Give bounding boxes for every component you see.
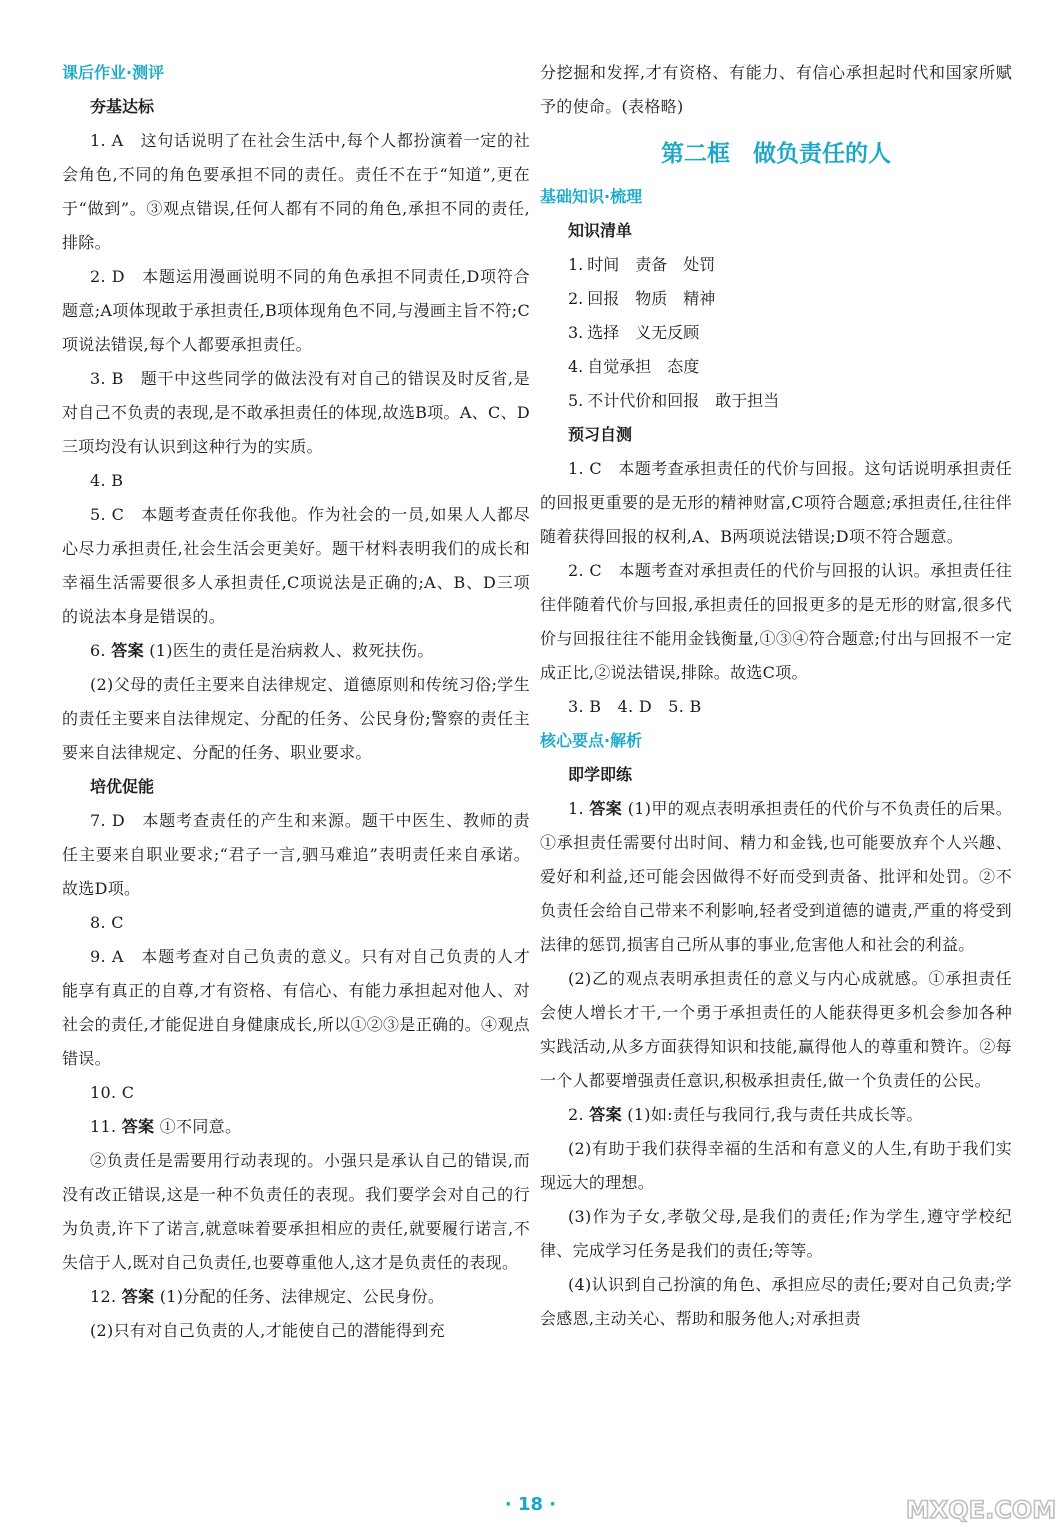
practice-answer-1: 1. 答案 (1)甲的观点表明承担责任的代价与不负责任的后果。①承担责任需要付出时间、精力和金钱,也可能要放弃个人兴趣、爱好和利益,还可能会因做得不好而受到责备、批评和处罚。②不负责任会给自己带来不利影响,轻者受到道德的谴责,严重的将受到法律的惩罚,损害自己所从事的事业,危害他人和社会的利益。 <box>540 799 1013 954</box>
preview-answer-1: 1. C 本题考查承担责任的代价与回报。这句话说明承担责任的回报更重要的是无形的精神财富,C项符合题意;承担责任,往往伴随着获得回报的权利,A、B两项说法错误;D项不符合题意。 <box>540 459 1012 546</box>
answer-7: 7. D 本题考查责任的产生和来源。题干中医生、教师的责任主要来自职业要求;“君子一言,驷马难追”表明责任来自承诺。故选D项。 <box>62 811 530 898</box>
answer-11-part2: ②负责任是需要用行动表现的。小强只是承认自己的错误,而没有改正错误,这是一种不负责任的表现。我们要学会对自己的行为负责,许下了诺言,就意味着要承担相应的责任,就要履行诺言,不失信于人,既对自己负责任,也要尊重他人,这才是负责任的表现。 <box>62 1151 530 1272</box>
subsection-advanced: 培优促能 <box>90 777 155 796</box>
practice-answer-2-part4: (4)认识到自己扮演的角色、承担应尽的责任;要对自己负责;学会感恩,主动关心、帮助和服务他人;对承担责 <box>540 1275 1012 1328</box>
section-title-core: 核心要点·解析 <box>540 731 643 750</box>
section-title-basics: 基础知识·梳理 <box>540 187 643 206</box>
answer-12: 12. 答案 (1)分配的任务、法律规定、公民身份。 <box>90 1287 445 1306</box>
answer-6-part2: (2)父母的责任主要来自法律规定、道德原则和传统习俗;学生的责任主要来自法律规定、分配的任务、公民身份;警察的责任主要来自法律规定、分配的任务、职业要求。 <box>62 675 530 762</box>
answer-6: 6. 答案 (1)医生的责任是治病救人、救死扶伤。 <box>90 641 434 660</box>
answer-5: 5. C 本题考查责任你我他。作为社会的一员,如果人人都尽心尽力承担责任,社会生活会更美好。题干材料表明我们的成长和幸福生活需要很多人承担责任,C项说法是正确的;A、B、D三项的说法本身是错误的。 <box>62 505 530 626</box>
subsection-preview-test: 预习自测 <box>568 425 633 444</box>
answer-10: 10. C <box>90 1083 135 1102</box>
knowledge-item-5: 5. 不计代价和回报 敢于担当 <box>568 391 780 410</box>
answer-8: 8. C <box>90 913 124 932</box>
svg-text:MXQE.COM: MXQE.COM <box>906 1496 1056 1524</box>
answer-1: 1. A 这句话说明了在社会生活中,每个人都扮演着一定的社会角色,不同的角色要承担不同的责任。责任不在于“知道”,更在于“做到”。③观点错误,任何人都有不同的角色,承担不同的责任,排除。 <box>62 131 530 252</box>
practice-answer-1-part2: (2)乙的观点表明承担责任的意义与内心成就感。①承担责任会使人增长才干,一个勇于承担责任的人能获得更多机会参加各种实践活动,从多方面获得知识和技能,赢得他人的尊重和赞许。②每一个人都要增强责任意识,积极承担责任,做一个负责任的公民。 <box>540 969 1012 1090</box>
knowledge-item-1: 1. 时间 责备 处罚 <box>568 255 716 274</box>
answer-11: 11. 答案 ①不同意。 <box>90 1117 242 1136</box>
watermark-logo <box>906 1482 1056 1532</box>
answer-12-continued: 分挖掘和发挥,才有资格、有能力、有信心承担起时代和国家所赋予的使命。(表格略) <box>540 63 1012 116</box>
section-title-homework: 课后作业·测评 <box>62 63 165 82</box>
right-column <box>540 56 1012 1336</box>
subsection-knowledge-list: 知识清单 <box>568 221 633 240</box>
practice-answer-2-part2: (2)有助于我们获得幸福的生活和有意义的人生,有助于我们实现远大的理想。 <box>540 1139 1012 1192</box>
practice-answer-2: 2. 答案 (1)如:责任与我同行,我与责任共成长等。 <box>568 1105 923 1124</box>
answer-2: 2. D 本题运用漫画说明不同的角色承担不同责任,D项符合题意;A项体现敢于承担责任,B项体现角色不同,与漫画主旨不符;C项说法错误,每个人都要承担责任。 <box>62 267 530 354</box>
subsection-basic: 夯基达标 <box>90 97 155 116</box>
preview-answer-2: 2. C 本题考查对承担责任的代价与回报的认识。承担责任往往伴随着代价与回报,承担责任的回报更多的是无形的财富,很多代价与回报往往不能用金钱衡量,①③④符合题意;付出与回报不一定成正比,②说法错误,排除。故选C项。 <box>540 561 1012 682</box>
knowledge-item-2: 2. 回报 物质 精神 <box>568 289 716 308</box>
page-number: · 18 · <box>504 1494 557 1515</box>
left-column <box>62 56 530 1348</box>
knowledge-item-3: 3. 选择 义无反顾 <box>568 323 700 342</box>
practice-answer-2-part3: (3)作为子女,孝敬父母,是我们的责任;作为学生,遵守学校纪律、完成学习任务是我们的责任;等等。 <box>540 1207 1012 1260</box>
lesson-title: 第二框 做负责任的人 <box>661 141 891 167</box>
knowledge-item-4: 4. 自觉承担 态度 <box>568 357 700 376</box>
answer-3: 3. B 题干中这些同学的做法没有对自己的错误及时反省,是对自己不负责的表现,是不敢承担责任的体现,故选B项。A、C、D三项均没有认识到这种行为的实质。 <box>62 369 530 456</box>
answer-4: 4. B <box>90 471 124 490</box>
preview-answer-3-5: 3. B 4. D 5. B <box>568 697 702 716</box>
answer-9: 9. A 本题考查对自己负责的意义。只有对自己负责的人才能享有真正的自尊,才有资格、有信心、有能力承担起对他人、对社会的责任,才能促进自身健康成长,所以①②③是正确的。④观点错误。 <box>62 947 530 1068</box>
subsection-practice: 即学即练 <box>568 765 633 784</box>
answer-12-part2: (2)只有对自己负责的人,才能使自己的潜能得到充 <box>90 1321 445 1340</box>
